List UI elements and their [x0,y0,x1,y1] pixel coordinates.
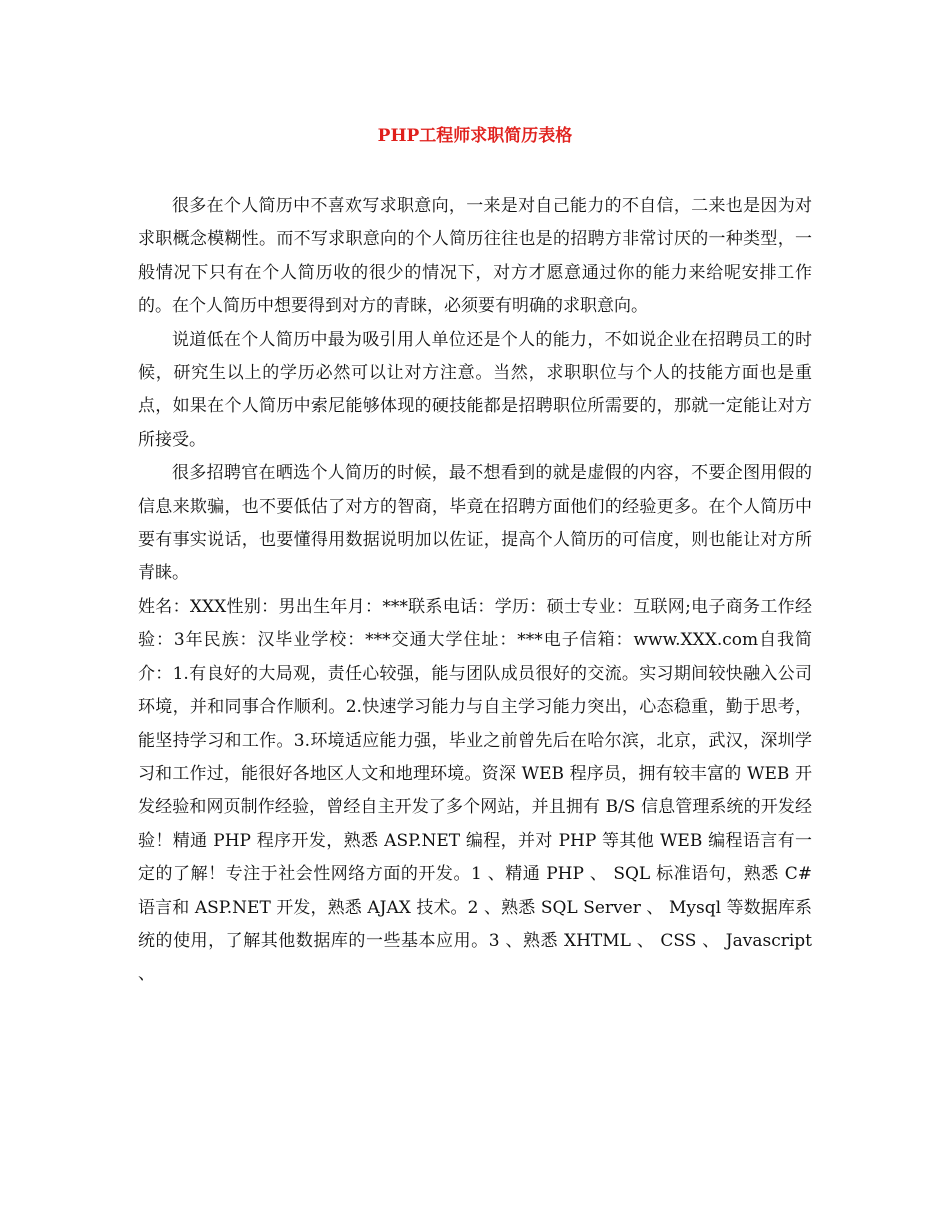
resume-info-text: 姓名：XXX性别：男出生年月：***联系电话：学历：硕士专业：互联网;电子商务工作经验：3年民族：汉毕业学校：***交通大学住址：***电子信箱：www.XXX.com自我简介：1.有良好的大局观，责任心较强，能与团队成员很好的交流。实习期间较快融入公司环境，并和同事合作顺利。2.快速学习能力与自主学习能力突出，心态稳重，勤于思考，能坚持学习和工作。3.环境适应能力强，毕业之前曾先后在哈尔滨，北京，武汉，深圳学习和工作过，能很好各地区人文和地理环境。资深 WEB 程序员，拥有较丰富的 WEB 开发经验和网页制作经验，曾经自主开发了多个网站，并且拥有 B/S 信息管理系统的开发经验！精通 PHP 程序开发，熟悉 ASP.NET 编程，并对 PHP 等其他 WEB 编程语言有一定的了解！专注于社会性网络方面的开发。1 、精通 PHP 、 SQL 标准语句，熟悉 C# 语言和 ASP.NET 开发，熟悉 AJAX 技术。2 、熟悉 SQL Server 、 Mysql 等数据库系统的使用，了解其他数据库的一些基本应用。3 、熟悉 XHTML 、 CSS 、 Javascript 、 [138,596,812,985]
paragraph-personal-ability: 说道低在个人简历中最为吸引用人单位还是个人的能力，不如说企业在招聘员工的时候，研究生以上的学历必然可以让对方注意。当然，求职职位与个人的技能方面也是重点，如果在个人简历中索尼能够体现的硬技能都是招聘职位所需要的，那就一定能让对方所接受。 [138,329,812,450]
paragraph-job-intention: 很多在个人简历中不喜欢写求职意向，一来是对自己能力的不自信，二来也是因为对求职概念模糊性。而不写求职意向的个人简历往往也是的招聘方非常讨厌的一种类型，一般情况下只有在个人简历收的很少的情况下，对方才愿意通过你的能力来给呢安排工作的。在个人简历中想要得到对方的青睐，必须要有明确的求职意向。 [138,196,812,317]
document-body [138,190,812,992]
paragraph-honest-content: 很多招聘官在晒选个人简历的时候，最不想看到的就是虚假的内容，不要企图用假的信息来欺骗，也不要低估了对方的智商，毕竟在招聘方面他们的经验更多。在个人简历中要有事实说话，也要懂得用数据说明加以佐证，提高个人简历的可信度，则也能让对方所青睐。 [138,463,812,584]
document-title: PHP工程师求职简历表格 [377,126,573,146]
